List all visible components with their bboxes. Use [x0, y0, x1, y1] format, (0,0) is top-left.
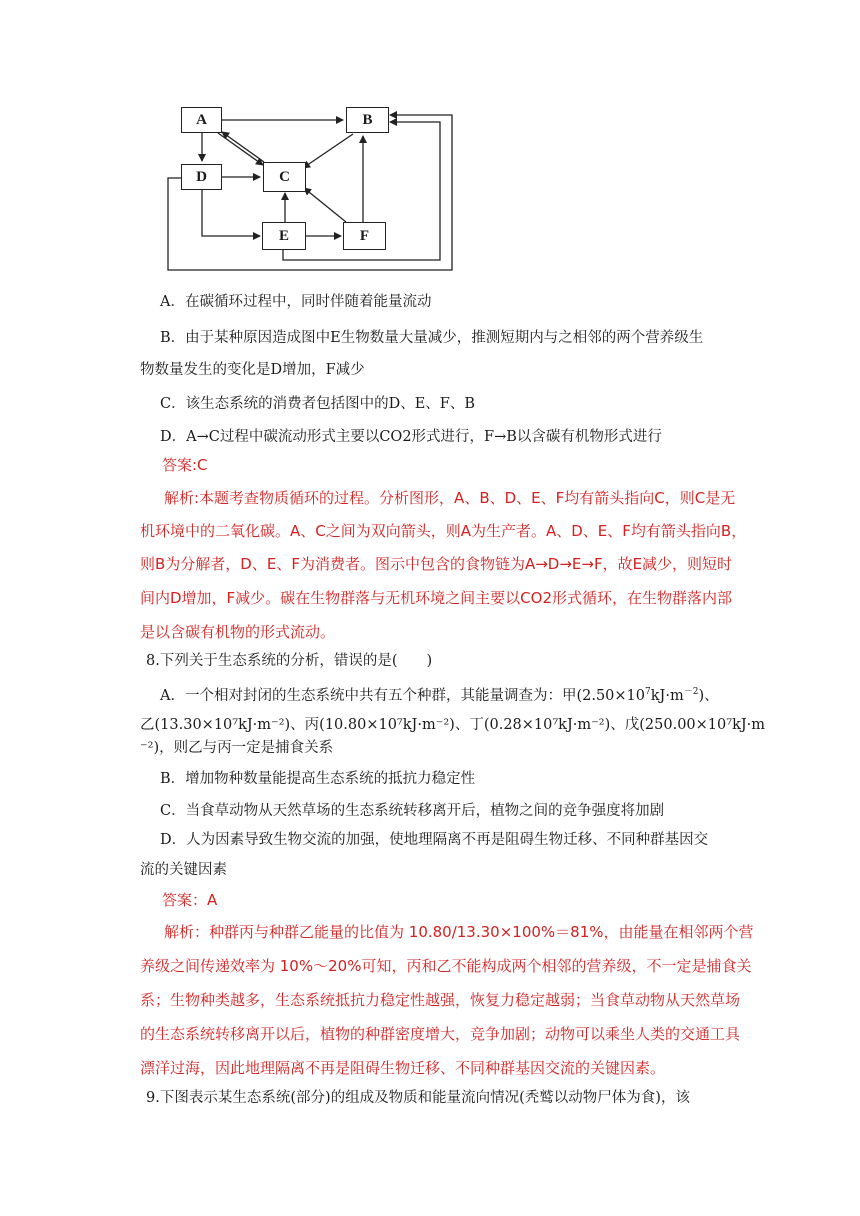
q8-option-a: [160, 686, 719, 706]
q8-option-c: C．当食草动物从天然草场的生态系统转移离开后，植物之间的竞争强度将加剧: [160, 803, 665, 819]
q8-option-b: B．增加物种数量能提高生态系统的抵抗力稳定性: [160, 771, 476, 787]
exponent: 7: [645, 687, 651, 698]
q8-analysis-line: 养级之间传递效率为 10%～20%可知，丙和乙不能构成两个相邻的营养级，不一定是捕食关: [140, 957, 752, 975]
q8-analysis-line: 解析：种群丙与种群乙能量的比值为 10.80/13.30×100%＝81%，由能量在相邻两个营: [164, 923, 754, 941]
q8-option-a-text: A．一个相对封闭的生态系统中共有五个种群，其能量调查为：甲(2.50×10: [160, 688, 646, 704]
q7-analysis-line: 则B为分解者，D、E、F为消费者。图示中包含的食物链为A→D→E→F，故E减少，则短时: [140, 555, 733, 573]
q7-analysis-line: 间内D增加，F减少。碳在生物群落与无机环境之间主要以CO2形式循环，在生物群落内部: [140, 589, 733, 607]
arrow-a-c: [218, 133, 263, 165]
q8-analysis-line: 的生态系统转移离开以后，植物的种群密度增大，竞争加剧；动物可以乘坐人类的交通工具: [140, 1025, 741, 1043]
q8-analysis-line: 漂洋过海，因此地理隔离不再是阻碍生物迁移、不同种群基因交流的关键因素。: [140, 1059, 666, 1077]
node-c: C: [263, 162, 306, 192]
node-f: F: [343, 222, 386, 250]
arrow-c-a: [222, 132, 264, 162]
q7-analysis-line: 解析:本题考查物质循环的过程。分析图形，A、B、D、E、F均有箭头指向C，则C是无: [164, 489, 736, 507]
q8-option-a-end: )、: [698, 688, 719, 704]
q9-stem: 9.下图表示某生态系统(部分)的组成及物质和能量流向情况(秃鹫以动物尸体为食)，该: [146, 1090, 690, 1106]
q8-stem: 8.下列关于生态系统的分析，错误的是( ): [146, 653, 433, 669]
node-b: B: [346, 107, 389, 133]
q7-analysis-line: 机环境中的二氧化碳。A、C之间为双向箭头，则A为生产者。A、D、E、F均有箭头指向B，: [140, 522, 747, 540]
q7-option-c: C．该生态系统的消费者包括图中的D、E、F、B: [160, 396, 476, 412]
exponent: －2: [683, 687, 699, 698]
q8-option-d-cont: 流的关键因素: [140, 862, 227, 878]
q7-option-a: A．在碳循环过程中，同时伴随着能量流动: [160, 294, 432, 310]
node-a: A: [181, 107, 222, 133]
q7-option-d: D．A→C过程中碳流动形式主要以CO2形式进行，F→B以含碳有机物形式进行: [160, 429, 662, 445]
q8-analysis-line: 系；生物种类越多，生态系统抵抗力稳定性越强，恢复力稳定越弱；当食草动物从天然草场: [140, 991, 741, 1009]
q8-option-a-cont: 乙(13.30×10⁷kJ·m⁻²)、丙(10.80×10⁷kJ·m⁻²)、丁(0.28×10⁷kJ·m⁻²)、戊(250.00×10⁷kJ·m: [140, 717, 766, 733]
q7-analysis-line: 是以含碳有机物的形式流动。: [140, 623, 336, 641]
q8-option-a-cont: ⁻²)，则乙与丙一定是捕食关系: [140, 740, 334, 756]
arrow-f-c: [304, 188, 346, 222]
q7-option-b: B．由于某种原因造成图中E生物数量大量减少，推测短期内与之相邻的两个营养级生: [160, 330, 704, 346]
q7-answer: 答案:C: [162, 456, 208, 474]
arrow-d-e: [202, 190, 260, 236]
arrow-b-c: [303, 134, 353, 168]
carbon-cycle-diagram: [160, 98, 460, 278]
q8-option-a-unit: kJ·m: [650, 688, 684, 704]
node-e: E: [262, 222, 306, 250]
q7-option-b-cont: 物数量发生的变化是D增加，F减少: [140, 362, 365, 378]
q8-answer: 答案：A: [162, 891, 218, 909]
node-d: D: [181, 164, 222, 190]
q8-option-d: D．人为因素导致生物交流的加强，使地理隔离不再是阻碍生物迁移、不同种群基因交: [160, 832, 709, 848]
